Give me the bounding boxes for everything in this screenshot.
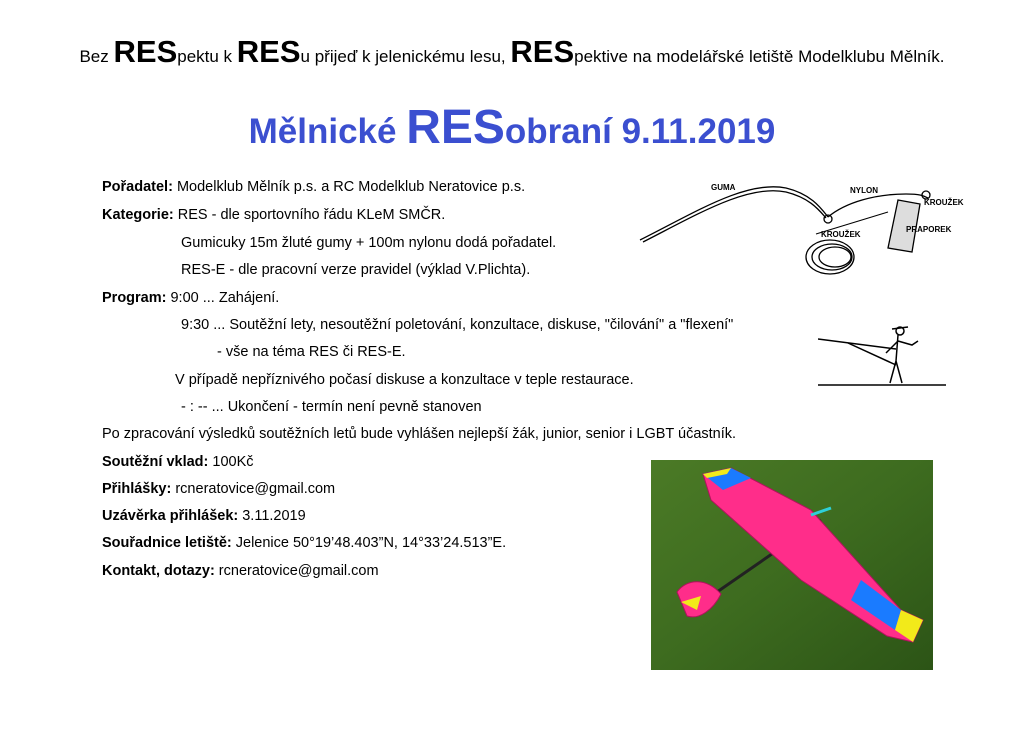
krouzek-coil-inner: [812, 244, 852, 270]
souradnice-value: Jelenice 50°19’48.403”N, 14°33’24.513”E.: [231, 535, 507, 551]
vklad-value: 100Kč: [208, 454, 254, 470]
row-prihlasky: [102, 480, 335, 498]
page-title: [0, 100, 1024, 155]
row-program: [102, 289, 279, 307]
krouzek-coil-inner-2: [819, 247, 851, 267]
glider-photo: [651, 460, 933, 670]
tagline-res-2: RES: [236, 34, 301, 69]
row-uzaverka: [102, 507, 306, 525]
row-pocasi: V případě nepříznivého počasí diskuse a konzultace v teple restaurace.: [175, 372, 634, 388]
guma-line: [640, 187, 828, 240]
kontakt-email: rcneratovice@gmail.com: [214, 563, 379, 579]
tagline-text-2: pektu k: [177, 47, 237, 66]
prihlasky-email: rcneratovice@gmail.com: [171, 481, 336, 497]
bungee-diagram: [636, 172, 981, 292]
label-krouzek-top: KROUŽEK: [924, 198, 964, 207]
program-label: Program:: [102, 290, 167, 306]
program-item-1: 9:00 ... Zahájení.: [166, 290, 280, 306]
row-program-2: 9:30 ... Soutěžní lety, nesoutěžní poletování, konzultace, diskuse, "čilování" a "flexení": [181, 317, 734, 333]
row-ukonceni: - : -- ... Ukončení - termín není pevně stanoven: [181, 399, 482, 415]
title-res: RES: [406, 101, 505, 154]
row-souradnice: [102, 534, 506, 552]
row-vklad: [102, 453, 254, 471]
uzaverka-label: Uzávěrka přihlášek:: [102, 508, 239, 524]
vklad-label: Soutěžní vklad:: [102, 454, 209, 470]
row-poradatel: [102, 178, 525, 196]
tagline-text-3: u přijeď k jelenickému lesu,: [300, 47, 511, 66]
tagline-res-3: RES: [510, 34, 575, 69]
kategorie-value: RES - dle sportovního řádu KLeM SMČR.: [173, 207, 446, 223]
person-hat: [892, 327, 908, 329]
title-pre: Mělnické: [248, 112, 407, 151]
row-vysledky: Po zpracování výsledků soutěžních letů bude vyhlášen nejlepší žák, junior, senior i LGBT účastník.: [102, 426, 737, 442]
tagline-res-1: RES: [113, 34, 178, 69]
header-tagline: [0, 34, 1024, 70]
row-kontakt: [102, 562, 379, 580]
prihlasky-label: Přihlášky:: [102, 481, 172, 497]
label-guma: GUMA: [711, 183, 736, 192]
label-praporek: PRAPOREK: [906, 225, 952, 234]
title-post: obraní 9.11.2019: [504, 112, 776, 151]
launcher-figure: [818, 323, 946, 387]
guma-line-2: [643, 191, 826, 242]
person-arm-right: [898, 341, 918, 345]
label-krouzek-coil: KROUŽEK: [821, 230, 861, 239]
label-nylon: NYLON: [850, 186, 878, 195]
row-program-3: - vše na téma RES či RES-E.: [217, 344, 406, 360]
tagline-text-4: pektive na modelářské letiště Modelklubu Mělník.: [574, 47, 945, 66]
tagline-text-1: Bez: [79, 47, 114, 66]
poradatel-value: Modelklub Mělník p.s. a RC Modelklub Neratovice p.s.: [172, 179, 526, 195]
uzaverka-value: 3.11.2019: [238, 508, 306, 524]
souradnice-label: Souřadnice letiště:: [102, 535, 232, 551]
kontakt-label: Kontakt, dotazy:: [102, 563, 215, 579]
row-rese: RES-E - dle pracovní verze pravidel (výklad V.Plichta).: [181, 262, 531, 278]
poradatel-label: Pořadatel:: [102, 179, 173, 195]
krouzek-coil: [806, 240, 854, 274]
row-gumicuky: Gumicuky 15m žluté gumy + 100m nylonu dodá pořadatel.: [181, 235, 557, 251]
kategorie-label: Kategorie:: [102, 207, 174, 223]
row-kategorie: [102, 206, 445, 224]
